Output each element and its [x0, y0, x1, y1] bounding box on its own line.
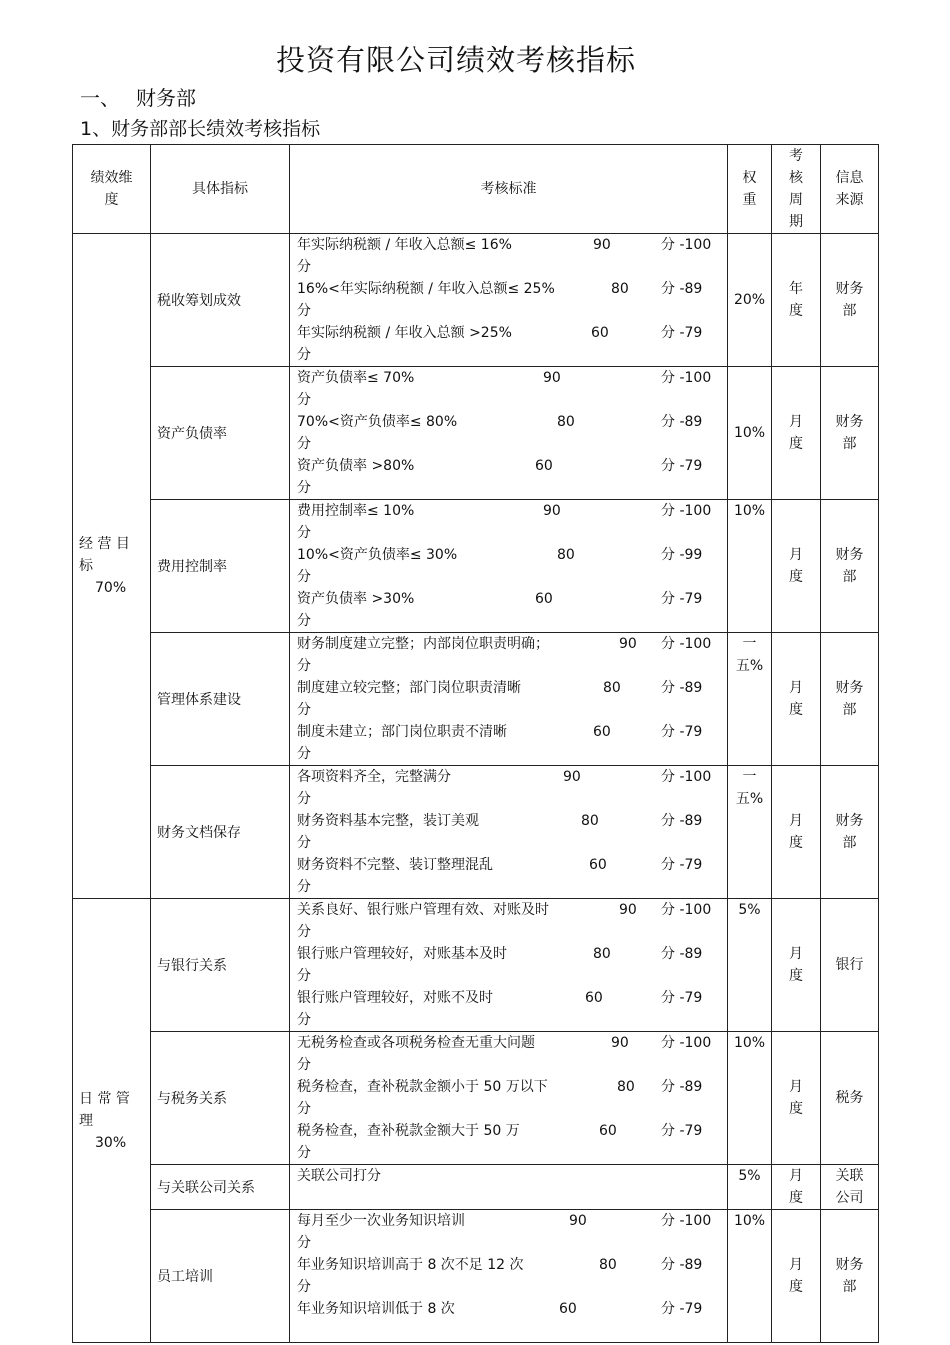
standard-score-range: 分 -79: [661, 458, 703, 474]
source-value: 关联: [835, 1168, 864, 1184]
header-weight-line: 权: [742, 170, 757, 186]
indicator-cell: 税收筹划成效: [151, 234, 290, 367]
standard-score-range: 分 -100: [661, 1213, 712, 1229]
standard-score: 80: [557, 414, 575, 430]
standard-score: 90: [593, 237, 611, 253]
weight-value: 一: [742, 769, 757, 785]
source-value: 财务: [835, 547, 864, 563]
standard-score-range: 分 -79: [661, 1301, 703, 1317]
standard-criterion: 费用控制率≤ 10%: [297, 503, 415, 519]
standard-score-range: 分 -100: [661, 237, 712, 253]
standard-line: [297, 1210, 727, 1254]
indicator-cell: 与关联公司关系: [151, 1165, 290, 1210]
standard-score-range: 分 -89: [661, 281, 703, 297]
header-period: [772, 145, 821, 234]
standard-score-range: 分 -79: [661, 325, 703, 341]
weight-value: 20%: [733, 292, 766, 308]
standard-line: [297, 1298, 727, 1342]
standard-score-range: 分 -89: [661, 1257, 703, 1273]
period-value: 月: [789, 946, 803, 962]
source-value: 银行: [835, 957, 864, 973]
table-row: [73, 500, 879, 633]
standard-unit: 分: [297, 1279, 311, 1295]
standard-unit: 分: [297, 1101, 311, 1117]
standard-unit: 分: [297, 525, 311, 541]
period-value: 度: [789, 1279, 803, 1295]
standard-score-range: 分 -100: [661, 1035, 712, 1051]
standard-score: 90: [619, 902, 637, 918]
standard-score: 80: [617, 1079, 635, 1095]
standard-cell: [290, 1210, 728, 1343]
standard-unit: 分: [297, 835, 311, 851]
table-row: [73, 1032, 879, 1165]
standard-score-range: 分 -100: [661, 769, 712, 785]
standard-line: [297, 633, 727, 677]
weight-cell: [728, 633, 772, 766]
standard-unit: 分: [297, 569, 311, 585]
weight-cell: [728, 766, 772, 899]
standard-unit: 分: [297, 924, 311, 940]
source-value: 部: [842, 835, 857, 851]
standard-score-range: 分 -99: [661, 547, 703, 563]
period-value: 月: [789, 1257, 803, 1273]
dimension-label: 理: [79, 1112, 93, 1129]
standard-unit: 分: [297, 480, 311, 496]
standard-unit: 分: [297, 1235, 311, 1251]
header-source-line: 信息: [835, 170, 864, 186]
period-value: 月: [789, 414, 803, 430]
source-value: 部: [842, 436, 857, 452]
source-cell: [821, 633, 879, 766]
dimension-percent: 30%: [95, 1134, 127, 1151]
source-cell: [821, 1165, 879, 1210]
standard-unit: 分: [297, 1057, 311, 1073]
standard-cell: [290, 367, 728, 500]
standard-criterion: 资产负债率 >30%: [297, 591, 415, 607]
source-value: 财务: [835, 414, 864, 430]
period-value: 年: [789, 281, 803, 297]
dimension-label: 日 常 管: [79, 1090, 130, 1107]
standard-score-range: 分 -89: [661, 680, 703, 696]
weight-value: 五%: [735, 658, 764, 674]
source-cell: [821, 500, 879, 633]
standard-criterion: 年实际纳税额 / 年收入总额≤ 16%: [297, 237, 512, 253]
standard-criterion: 16%<年实际纳税额 / 年收入总额≤ 25%: [297, 281, 555, 297]
period-value: 月: [789, 547, 803, 563]
period-value: 月: [789, 813, 803, 829]
standard-text: 关联公司打分: [297, 1168, 381, 1184]
standard-unit: 分: [297, 1145, 311, 1161]
standard-cell: [290, 234, 728, 367]
standard-unit: 分: [297, 879, 311, 895]
header-dimension-line: 度: [104, 192, 119, 208]
period-cell: [772, 1032, 821, 1165]
source-value: 财务: [835, 813, 864, 829]
table-row: [73, 234, 879, 367]
standard-score: 80: [593, 946, 611, 962]
standard-line: [297, 278, 727, 322]
standard-criterion: 年实际纳税额 / 年收入总额 >25%: [297, 325, 512, 341]
source-value: 公司: [835, 1190, 864, 1206]
weight-value: 10%: [733, 1035, 766, 1051]
weight-value: 10%: [733, 425, 766, 441]
standard-score: 60: [535, 458, 553, 474]
period-value: 度: [789, 968, 803, 984]
period-cell: [772, 1210, 821, 1343]
period-value: 度: [789, 1190, 803, 1206]
source-value: 部: [842, 702, 857, 718]
standard-line: [297, 367, 727, 411]
standard-score: 90: [619, 636, 637, 652]
standard-criterion: 年业务知识培训低于 8 次: [297, 1301, 455, 1317]
period-value: 度: [789, 303, 803, 319]
header-weight: [728, 145, 772, 234]
standard-score-range: 分 -89: [661, 1079, 703, 1095]
standard-criterion: 10%<资产负债率≤ 30%: [297, 547, 458, 563]
standard-score-range: 分 -100: [661, 370, 712, 386]
standard-score-range: 分 -100: [661, 636, 712, 652]
standard-score: 60: [599, 1123, 617, 1139]
indicator-cell: 员工培训: [151, 1210, 290, 1343]
table-row: [73, 766, 879, 899]
header-source-line: 来源: [835, 192, 864, 208]
standard-line: [297, 500, 727, 544]
standard-criterion: 每月至少一次业务知识培训: [297, 1213, 465, 1229]
period-value: 度: [789, 1101, 803, 1117]
dimension-cell: [73, 234, 151, 899]
period-cell: [772, 500, 821, 633]
weight-cell: [728, 1165, 772, 1210]
indicator-cell: 费用控制率: [151, 500, 290, 633]
source-value: 财务: [835, 1257, 864, 1273]
standard-score-range: 分 -89: [661, 414, 703, 430]
standard-line: [297, 1076, 727, 1120]
source-value: 税务: [835, 1090, 864, 1106]
standard-score-range: 分 -100: [661, 902, 712, 918]
table-row: [73, 1165, 879, 1210]
standard-line: [297, 721, 727, 765]
source-value: 财务: [835, 281, 864, 297]
source-cell: [821, 1210, 879, 1343]
standard-line: [297, 455, 727, 499]
header-source: [821, 145, 879, 234]
standard-line: [297, 987, 727, 1031]
standard-criterion: 银行账户管理较好，对账不及时: [297, 990, 493, 1006]
period-value: 度: [789, 569, 803, 585]
standard-criterion: 制度未建立；部门岗位职责不清晰: [297, 724, 507, 740]
standard-cell: [290, 766, 728, 899]
weight-cell: [728, 1032, 772, 1165]
standard-line: [297, 322, 727, 366]
standard-line: [297, 588, 727, 632]
period-cell: [772, 367, 821, 500]
standard-criterion: 年业务知识培训高于 8 次不足 12 次: [297, 1257, 524, 1273]
kpi-table: [72, 144, 879, 1343]
period-cell: [772, 766, 821, 899]
header-dimension-line: 绩效维: [90, 170, 133, 186]
standard-unit: 分: [297, 259, 311, 275]
standard-line: [297, 1254, 727, 1298]
header-weight-line: 重: [742, 192, 757, 208]
standard-score: 60: [593, 724, 611, 740]
standard-criterion: 制度建立较完整；部门岗位职责清晰: [297, 680, 521, 696]
standard-score-range: 分 -79: [661, 1123, 703, 1139]
weight-cell: [728, 367, 772, 500]
dimension-label: 经 营 目: [79, 536, 130, 552]
source-cell: [821, 367, 879, 500]
standard-unit: 分: [297, 658, 311, 674]
table-row: [73, 367, 879, 500]
weight-cell: [728, 899, 772, 1032]
standard-score: 90: [611, 1035, 629, 1051]
header-period-line: 周: [789, 192, 803, 208]
indicator-cell: 与银行关系: [151, 899, 290, 1032]
period-cell: [772, 899, 821, 1032]
weight-value: 10%: [733, 1213, 766, 1229]
standard-score: 80: [581, 813, 599, 829]
standard-score: 60: [559, 1301, 577, 1317]
standard-line: [297, 544, 727, 588]
standard-criterion: 关系良好、银行账户管理有效、对账及时: [297, 902, 549, 918]
standard-line: [297, 899, 727, 943]
source-cell: [821, 899, 879, 1032]
standard-unit: 分: [297, 392, 311, 408]
standard-line: [297, 854, 727, 898]
indicator-cell: 管理体系建设: [151, 633, 290, 766]
standard-unit: 分: [297, 347, 311, 363]
indicator-cell: 财务文档保存: [151, 766, 290, 899]
standard-score-range: 分 -79: [661, 857, 703, 873]
table-body: [73, 234, 879, 1343]
period-value: 月: [789, 680, 803, 696]
section-heading: [80, 82, 196, 111]
standard-unit: 分: [297, 1012, 311, 1028]
standard-line: [297, 766, 727, 810]
standard-criterion: 各项资料齐全，完整满分: [297, 769, 451, 785]
indicator-cell: 与税务关系: [151, 1032, 290, 1165]
standard-score: 90: [569, 1213, 587, 1229]
standard-criterion: 资产负债率 >80%: [297, 458, 415, 474]
dimension-percent: 70%: [95, 580, 127, 596]
standard-score-range: 分 -79: [661, 724, 703, 740]
standard-score: 60: [535, 591, 553, 607]
source-value: 财务: [835, 680, 864, 696]
weight-value: 5%: [738, 902, 761, 918]
standard-criterion: 财务资料不完整、装订整理混乱: [297, 857, 493, 873]
period-cell: [772, 1165, 821, 1210]
period-value: 月: [789, 1168, 803, 1184]
table-row: [73, 899, 879, 1032]
standard-score: 80: [557, 547, 575, 563]
standard-line: [297, 411, 727, 455]
weight-value: 10%: [733, 503, 766, 519]
standard-unit: 分: [297, 746, 311, 762]
standard-criterion: 税务检查，查补税款金额小于 50 万以下: [297, 1079, 548, 1095]
dimension-label: 标: [79, 558, 93, 574]
standard-criterion: 税务检查，查补税款金额大于 50 万: [297, 1123, 520, 1139]
source-value: 部: [842, 1279, 857, 1295]
header-period-line: 核: [789, 170, 803, 186]
header-standard: 考核标准: [290, 145, 728, 234]
standard-line: [297, 1120, 727, 1164]
standard-score: 80: [603, 680, 621, 696]
standard-cell: [290, 1165, 728, 1210]
standard-line: [297, 943, 727, 987]
period-value: 度: [789, 436, 803, 452]
standard-score: 80: [599, 1257, 617, 1273]
period-value: 度: [789, 835, 803, 851]
standard-cell: [290, 500, 728, 633]
section-number: 一、: [80, 86, 120, 110]
standard-criterion: 财务资料基本完整，装订美观: [297, 813, 479, 829]
header-dimension: [73, 145, 151, 234]
standard-score-range: 分 -100: [661, 503, 712, 519]
source-cell: [821, 234, 879, 367]
standard-unit: 分: [297, 702, 311, 718]
standard-cell: [290, 1032, 728, 1165]
period-cell: [772, 234, 821, 367]
standard-criterion: 财务制度建立完整；内部岗位职责明确；: [297, 636, 549, 652]
weight-value: 5%: [738, 1168, 761, 1184]
standard-score-range: 分 -89: [661, 946, 703, 962]
standard-score: 90: [543, 370, 561, 386]
indicator-cell: 资产负债率: [151, 367, 290, 500]
standard-score-range: 分 -79: [661, 591, 703, 607]
table-row: [73, 633, 879, 766]
source-value: 部: [842, 303, 857, 319]
period-value: 月: [789, 1079, 803, 1095]
standard-cell: [290, 633, 728, 766]
standard-score: 90: [543, 503, 561, 519]
standard-line: [297, 677, 727, 721]
standard-score-range: 分 -79: [661, 990, 703, 1006]
header-period-line: 考: [789, 148, 803, 164]
weight-value: 五%: [735, 791, 764, 807]
weight-value: 一: [742, 636, 757, 652]
table-header-row: [73, 145, 879, 234]
period-value: 度: [789, 702, 803, 718]
subsection-heading: 1、财务部部长绩效考核指标: [80, 118, 321, 140]
table-row: [73, 1210, 879, 1343]
standard-unit: 分: [297, 968, 311, 984]
weight-cell: [728, 234, 772, 367]
standard-score: 80: [611, 281, 629, 297]
standard-unit: 分: [297, 303, 311, 319]
standard-line: [297, 1032, 727, 1076]
header-indicator: 具体指标: [151, 145, 290, 234]
standard-unit: 分: [297, 436, 311, 452]
standard-score: 60: [591, 325, 609, 341]
standard-criterion: 70%<资产负债率≤ 80%: [297, 414, 458, 430]
dimension-cell: [73, 899, 151, 1343]
page-title: 投资有限公司绩效考核指标: [275, 43, 636, 77]
standard-line: [297, 810, 727, 854]
source-cell: [821, 766, 879, 899]
weight-cell: [728, 500, 772, 633]
weight-cell: [728, 1210, 772, 1343]
standard-criterion: 资产负债率≤ 70%: [297, 370, 415, 386]
standard-score: 90: [563, 769, 581, 785]
period-cell: [772, 633, 821, 766]
standard-unit: 分: [297, 613, 311, 629]
section-name: 财务部: [136, 86, 196, 110]
header-period-line: 期: [789, 214, 803, 230]
source-cell: [821, 1032, 879, 1165]
standard-criterion: 无税务检查或各项税务检查无重大问题: [297, 1035, 535, 1051]
source-value: 部: [842, 569, 857, 585]
standard-score: 60: [585, 990, 603, 1006]
standard-cell: [290, 899, 728, 1032]
standard-line: [297, 234, 727, 278]
standard-score-range: 分 -89: [661, 813, 703, 829]
standard-criterion: 银行账户管理较好，对账基本及时: [297, 946, 507, 962]
standard-score: 60: [589, 857, 607, 873]
standard-unit: 分: [297, 791, 311, 807]
